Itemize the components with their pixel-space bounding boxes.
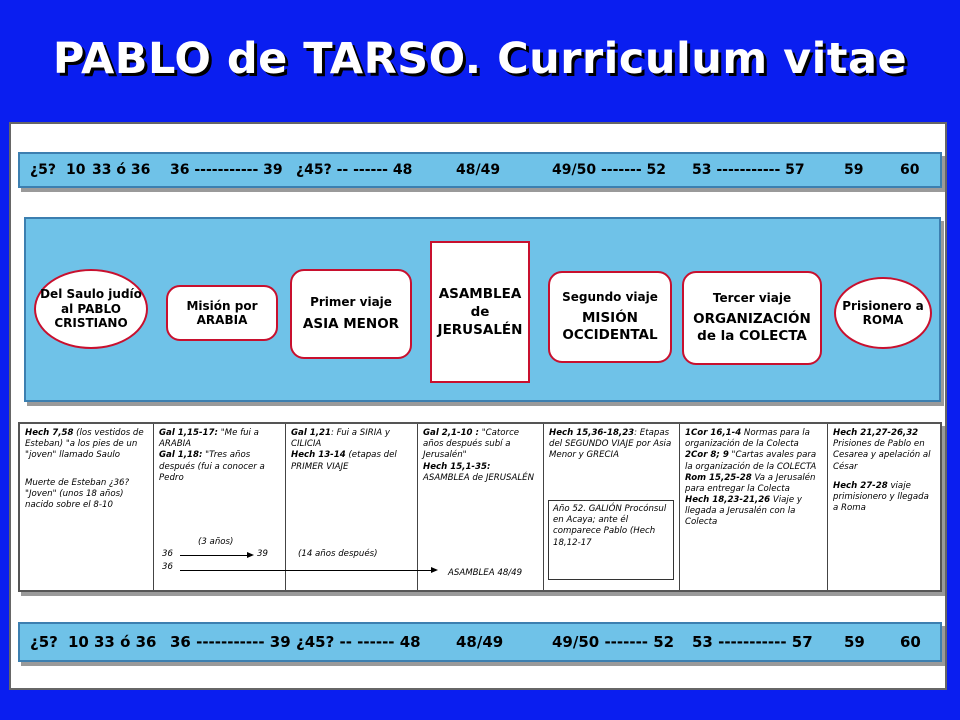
- notes-column-arabia: [154, 424, 286, 590]
- stage-title: Prisionero a ROMA: [842, 298, 924, 327]
- citation-text: : Fui a SIRIA y CILICIA: [291, 428, 390, 450]
- citation-ref: Hech 15,1-35:: [423, 461, 491, 472]
- timeline-label: 60: [900, 633, 921, 651]
- diagram-panel: [9, 122, 947, 690]
- citation-ref: Gal 1,18:: [159, 450, 203, 461]
- citation-text: "Tres años después (fui a conocer a Pedro: [159, 450, 265, 483]
- timeline-top: [18, 152, 942, 188]
- timeline-label: 10: [68, 633, 89, 651]
- year-label: 36: [162, 562, 173, 572]
- timeline-label: 59: [844, 633, 865, 651]
- citation-ref: Gal 1,15-17:: [159, 428, 218, 438]
- citation-ref: Gal 1,21: [291, 428, 331, 438]
- timeline-label: 10: [66, 162, 86, 178]
- timeline-label: 36 ----------- 39: [170, 633, 291, 651]
- citation-ref: Hech 18,23-21,26: [685, 495, 771, 506]
- citation-text: ASAMBLEA de JERUSALÉN: [423, 472, 535, 483]
- galion-note-box: Año 52. GALIÓN Procónsul en Acaya; ante él comparece Pablo (Hech 18,12-17: [548, 500, 674, 580]
- stage-title: Tercer viaje: [712, 290, 792, 305]
- timeline-label: ¿45? -- ------ 48: [296, 633, 421, 651]
- notes-column-tercer-viaje: [680, 424, 828, 590]
- citation-text: (etapas del PRIMER VIAJE: [291, 450, 397, 472]
- arrow-36-39: [180, 555, 252, 556]
- stage-main: ORGANIZACIÓN de la COLECTA: [693, 311, 811, 345]
- citation-ref: 2Cor 8; 9: [685, 450, 729, 461]
- arrow-36-asamblea: [180, 570, 436, 571]
- citation-ref: Hech 27-28: [833, 480, 888, 491]
- stage-main: ASIA MENOR: [302, 315, 400, 332]
- stage-prisionero: [834, 277, 932, 349]
- page-title: PABLO de TARSO. Curriculum vitae: [52, 34, 908, 84]
- citation-text: "Cartas avales para la organización de la COLECTA: [685, 450, 817, 472]
- three-years-label: (3 años): [198, 537, 234, 547]
- citation-text: viaje primisionero y llegada a Roma: [833, 480, 929, 514]
- timeline-label: ¿5?: [30, 162, 56, 178]
- timeline-label: ¿5?: [30, 633, 58, 651]
- stage-main: MISIÓN OCCIDENTAL: [562, 310, 658, 344]
- stage-title: Segundo viaje: [562, 289, 658, 304]
- notes-column-prisionero: [828, 424, 940, 590]
- notes-column-primer-viaje: [286, 424, 418, 590]
- note-text: Muerte de Esteban ¿36? "Joven" (unos 18 años) nacido sobre el 8-10: [25, 477, 130, 510]
- stage-segundo-viaje: [548, 271, 672, 363]
- citation-ref: Hech 21,27-26,32: [833, 428, 919, 438]
- stage-asamblea: [430, 241, 530, 383]
- timeline-label: ¿45? -- ------ 48: [296, 162, 413, 178]
- citation-ref: Rom 15,25-28: [685, 472, 752, 483]
- citation-text: "Catorce años después subí a Jerusalén": [423, 428, 520, 461]
- citation-text: (los vestidos de Esteban) "a los pies de un "joven" llamado Saulo: [25, 428, 144, 461]
- timeline-label: 53 ----------- 57: [692, 633, 813, 651]
- timeline-label: 33 ó 36: [92, 162, 151, 178]
- timeline-label: 33 ó 36: [94, 633, 157, 651]
- year-label: 36: [162, 549, 173, 559]
- citation-ref: Hech 13-14: [291, 450, 346, 461]
- timeline-label: 49/50 ------- 52: [552, 633, 675, 651]
- stage-saulo: [34, 269, 148, 349]
- citation-text: Viaje y llegada a Jerusalén con la Colecta: [685, 495, 802, 528]
- citation-text: Va a Jerusalén para entregar la Colecta: [685, 472, 816, 494]
- citation-text: Normas para la organización de la Colecta: [685, 428, 810, 450]
- timeline-label: 60: [900, 162, 920, 178]
- timeline-label: 48/49: [456, 162, 501, 178]
- stage-tercer-viaje: [682, 271, 822, 365]
- timeline-bottom: [18, 622, 942, 662]
- fourteen-years-label: (14 años después): [298, 549, 378, 559]
- asamblea-label: ASAMBLEA 48/49: [448, 568, 523, 578]
- notes-column-saulo: [20, 424, 154, 590]
- stage-title: Del Saulo judío al PABLO CRISTIANO: [40, 287, 142, 331]
- timeline-label: 59: [844, 162, 864, 178]
- stage-title: Primer viaje: [310, 295, 392, 310]
- year-label: 39: [257, 549, 268, 559]
- timeline-label: 53 ----------- 57: [692, 162, 805, 178]
- citation-ref: Hech 7,58: [25, 428, 74, 438]
- stage-title: ASAMBLEA de JERUSALÉN: [437, 285, 523, 339]
- notes-table: [18, 422, 942, 592]
- timeline-label: 49/50 ------- 52: [552, 162, 666, 178]
- stage-arabia: [166, 285, 278, 341]
- citation-text: : Etapas del SEGUNDO VIAJE por Asia Menor y GRECIA: [549, 428, 672, 461]
- timeline-label: 48/49: [456, 633, 504, 651]
- citation-text: "Me fui a ARABIA: [159, 428, 259, 450]
- stage-title: Misión por ARABIA: [186, 298, 258, 327]
- notes-column-asamblea: [418, 424, 544, 590]
- citation-ref: Hech 15,36-18,23: [549, 428, 635, 438]
- stage-primer-viaje: [290, 269, 412, 359]
- citation-ref: Gal 2,1-10 :: [423, 428, 479, 438]
- stages-band: [24, 217, 941, 402]
- citation-text: Prisiones de Pablo en Cesarea y apelación al César: [833, 439, 931, 472]
- timeline-label: 36 ----------- 39: [170, 162, 283, 178]
- citation-ref: 1Cor 16,1-4: [685, 428, 742, 438]
